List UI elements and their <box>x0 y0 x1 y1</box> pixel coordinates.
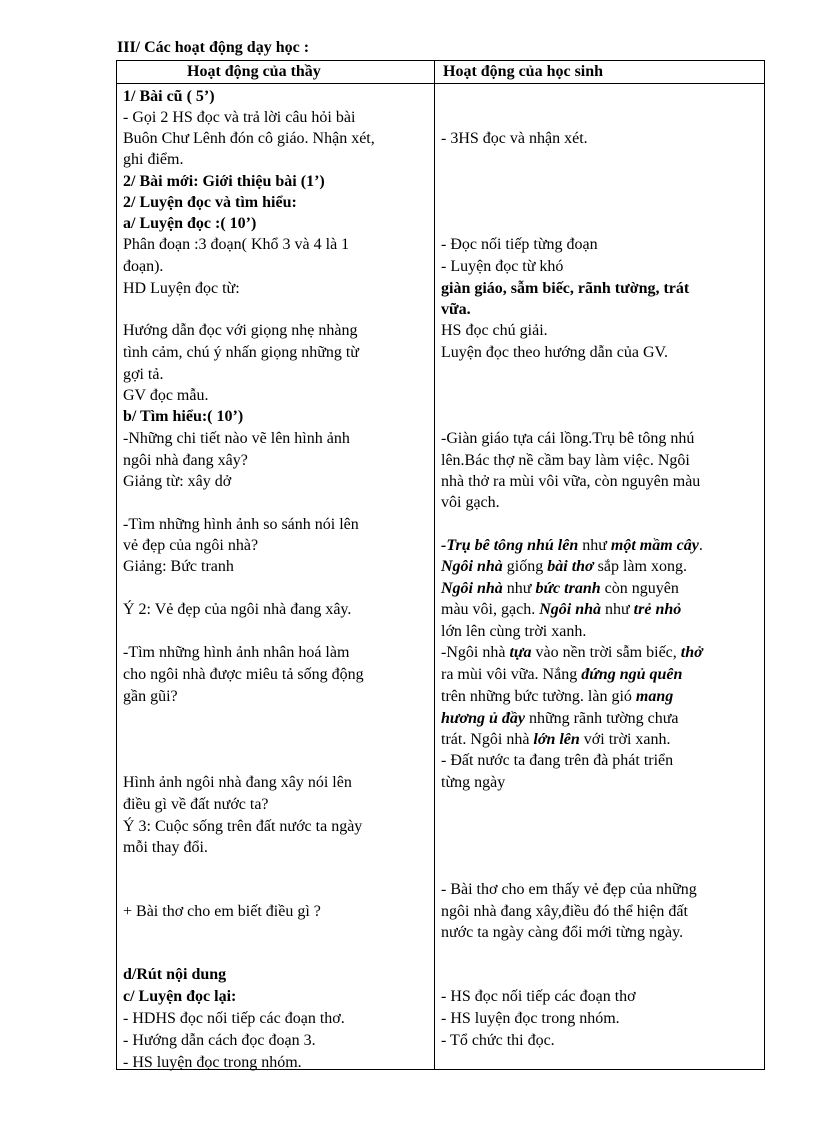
teacher-line: tình cảm, chú ý nhấn giọng những từ <box>123 344 359 361</box>
student-line: - Bài thơ cho em thấy vẻ đẹp của những <box>441 881 697 898</box>
student-line: nước ta ngày càng đổi mới từng ngày. <box>441 924 684 941</box>
student-line: - Luyện đọc từ khó <box>441 258 564 275</box>
plain-text: . <box>698 537 703 554</box>
new-lesson-heading: 2/ Bài mới: Giới thiệu bài (1’) <box>123 173 325 190</box>
emphasis-text: thở <box>680 644 703 661</box>
plain-text: với trời xanh. <box>579 731 671 748</box>
comparison-line <box>441 556 687 577</box>
student-line: -Giàn giáo tựa cái lồng.Trụ bê tông nhú <box>441 430 695 447</box>
teacher-line: GV đọc mẫu. <box>123 387 209 404</box>
student-line: vôi gạch. <box>441 494 500 511</box>
emphasis-text: trẻ nhỏ <box>633 601 682 618</box>
comparison-line <box>441 599 681 620</box>
teacher-line: gợi tả. <box>123 366 164 383</box>
reading-understanding-heading: 2/ Luyện đọc và tìm hiểu: <box>123 194 297 211</box>
teacher-line: - Hướng dẫn cách đọc đoạn 3. <box>123 1032 316 1049</box>
teacher-line: Phân đoạn :3 đoạn( Khổ 3 và 4 là 1 <box>123 236 350 253</box>
comparison-line <box>441 535 703 556</box>
plain-text: sắp làm xong. <box>593 558 687 575</box>
teacher-line: Hình ảnh ngôi nhà đang xây nói lên <box>123 774 352 791</box>
student-line: - HS đọc nối tiếp các đoạn thơ <box>441 988 636 1005</box>
teacher-line: ghi điểm. <box>123 151 184 168</box>
student-line: - 3HS đọc và nhận xét. <box>441 130 588 147</box>
student-line: nhà thở ra mùi vôi vữa, còn nguyên màu <box>441 473 701 490</box>
student-column-header: Hoạt động của học sinh <box>443 63 604 80</box>
teacher-line: Ý 3: Cuộc sống trên đất nước ta ngày <box>123 818 363 835</box>
teacher-line: ngôi nhà đang xây? <box>123 452 248 469</box>
plain-text: trên những bức tường. làn gió <box>441 688 636 705</box>
teacher-column-header: Hoạt động của thầy <box>187 63 321 80</box>
comprehension-heading: b/ Tìm hiểu:( 10’) <box>123 408 244 425</box>
emphasis-text: lớn lên <box>533 731 580 748</box>
emphasis-text: bài thơ <box>547 558 594 575</box>
section-title: III/ Các hoạt động dạy học : <box>117 39 310 56</box>
content-summary-heading: d/Rút nội dung <box>123 966 227 983</box>
plain-text: những rãnh tường chưa <box>524 710 679 727</box>
emphasis-text: hương ủ đầy <box>441 710 525 727</box>
plain-text: như <box>502 580 536 597</box>
personification-line <box>441 729 670 750</box>
reading-practice-heading: a/ Luyện đọc :( 10’) <box>123 215 257 232</box>
student-line: - Đọc nối tiếp từng đoạn <box>441 236 598 253</box>
emphasis-text: đứng ngủ quên <box>581 666 683 683</box>
personification-line <box>441 664 682 685</box>
teacher-line: Buôn Chư Lênh đón cô giáo. Nhận xét, <box>123 130 375 147</box>
difficult-words: vữa. <box>441 301 471 318</box>
plain-text: -Ngôi nhà <box>441 644 510 661</box>
teacher-line: HD Luyện đọc từ: <box>123 280 240 297</box>
column-divider <box>434 61 435 1069</box>
student-line: Luyện đọc theo hướng dẫn của GV. <box>441 344 669 361</box>
teacher-line: đoạn). <box>123 258 164 275</box>
plain-text: giống <box>502 558 548 575</box>
student-line: lớn lên cùng trời xanh. <box>441 623 587 640</box>
teacher-line: gần gũi? <box>123 688 178 705</box>
teacher-line: - Gọi 2 HS đọc và trả lời câu hỏi bài <box>123 109 356 126</box>
header-divider <box>117 83 764 84</box>
teacher-line: + Bài thơ cho em biết điều gì ? <box>123 903 321 920</box>
teacher-line: mỗi thay đổi. <box>123 839 208 856</box>
teacher-line: -Tìm những hình ảnh nhân hoá làm <box>123 644 350 661</box>
plain-text: như <box>578 537 611 554</box>
reread-heading: c/ Luyện đọc lại: <box>123 988 237 1005</box>
teacher-line: -Tìm những hình ảnh so sánh nói lên <box>123 516 359 533</box>
teacher-line: Giảng: Bức tranh <box>123 558 234 575</box>
plain-text: như <box>601 601 634 618</box>
emphasis-text: -Trụ bê tông nhú lên <box>441 537 579 554</box>
emphasis-text: Ngôi nhà <box>539 601 601 618</box>
emphasis-text: tựa <box>509 644 532 661</box>
personification-line <box>441 686 673 707</box>
emphasis-text: một mầm cây <box>610 537 699 554</box>
teacher-line: Hướng dẫn đọc với giọng nhẹ nhàng <box>123 322 358 339</box>
teacher-line: Ý 2: Vẻ đẹp của ngôi nhà đang xây. <box>123 601 352 618</box>
plain-text: vào nền trời sẫm biếc, <box>531 644 681 661</box>
teacher-line: - HS luyện đọc trong nhóm. <box>123 1054 302 1071</box>
personification-line <box>441 708 679 729</box>
student-line: HS đọc chú giải. <box>441 322 548 339</box>
teacher-line: cho ngôi nhà được miêu tả sống động <box>123 666 364 683</box>
difficult-words: giàn giáo, sẫm biếc, rãnh tường, trát <box>441 280 690 297</box>
old-lesson-heading: 1/ Bài cũ ( 5’) <box>123 88 215 105</box>
activities-table <box>116 60 765 1070</box>
student-line: từng ngày <box>441 774 506 791</box>
teacher-line: điều gì về đất nước ta? <box>123 796 269 813</box>
plain-text: còn nguyên <box>600 580 679 597</box>
student-line: - Tổ chức thi đọc. <box>441 1032 555 1049</box>
student-line: ngôi nhà đang xây,điều đó thể hiện đất <box>441 903 688 920</box>
emphasis-text: Ngôi nhà <box>441 580 503 597</box>
student-line: - Đất nước ta đang trên đà phát triển <box>441 752 674 769</box>
emphasis-text: mang <box>635 688 674 705</box>
teacher-line: -Những chi tiết nào vẽ lên hình ảnh <box>123 430 350 447</box>
teacher-line: Giảng từ: xây dở <box>123 473 232 490</box>
teacher-line: - HDHS đọc nối tiếp các đoạn thơ. <box>123 1010 345 1027</box>
emphasis-text: bức tranh <box>535 580 601 597</box>
emphasis-text: Ngôi nhà <box>441 558 503 575</box>
student-line: lên.Bác thợ nề cầm bay làm việc. Ngôi <box>441 452 690 469</box>
student-line: - HS luyện đọc trong nhóm. <box>441 1010 620 1027</box>
personification-line <box>441 642 703 663</box>
plain-text: ra mùi vôi vữa. Nắng <box>441 666 582 683</box>
teacher-line: vẻ đẹp của ngôi nhà? <box>123 537 259 554</box>
plain-text: màu vôi, gạch. <box>441 601 540 618</box>
plain-text: trát. Ngôi nhà <box>441 731 534 748</box>
comparison-line <box>441 578 679 599</box>
